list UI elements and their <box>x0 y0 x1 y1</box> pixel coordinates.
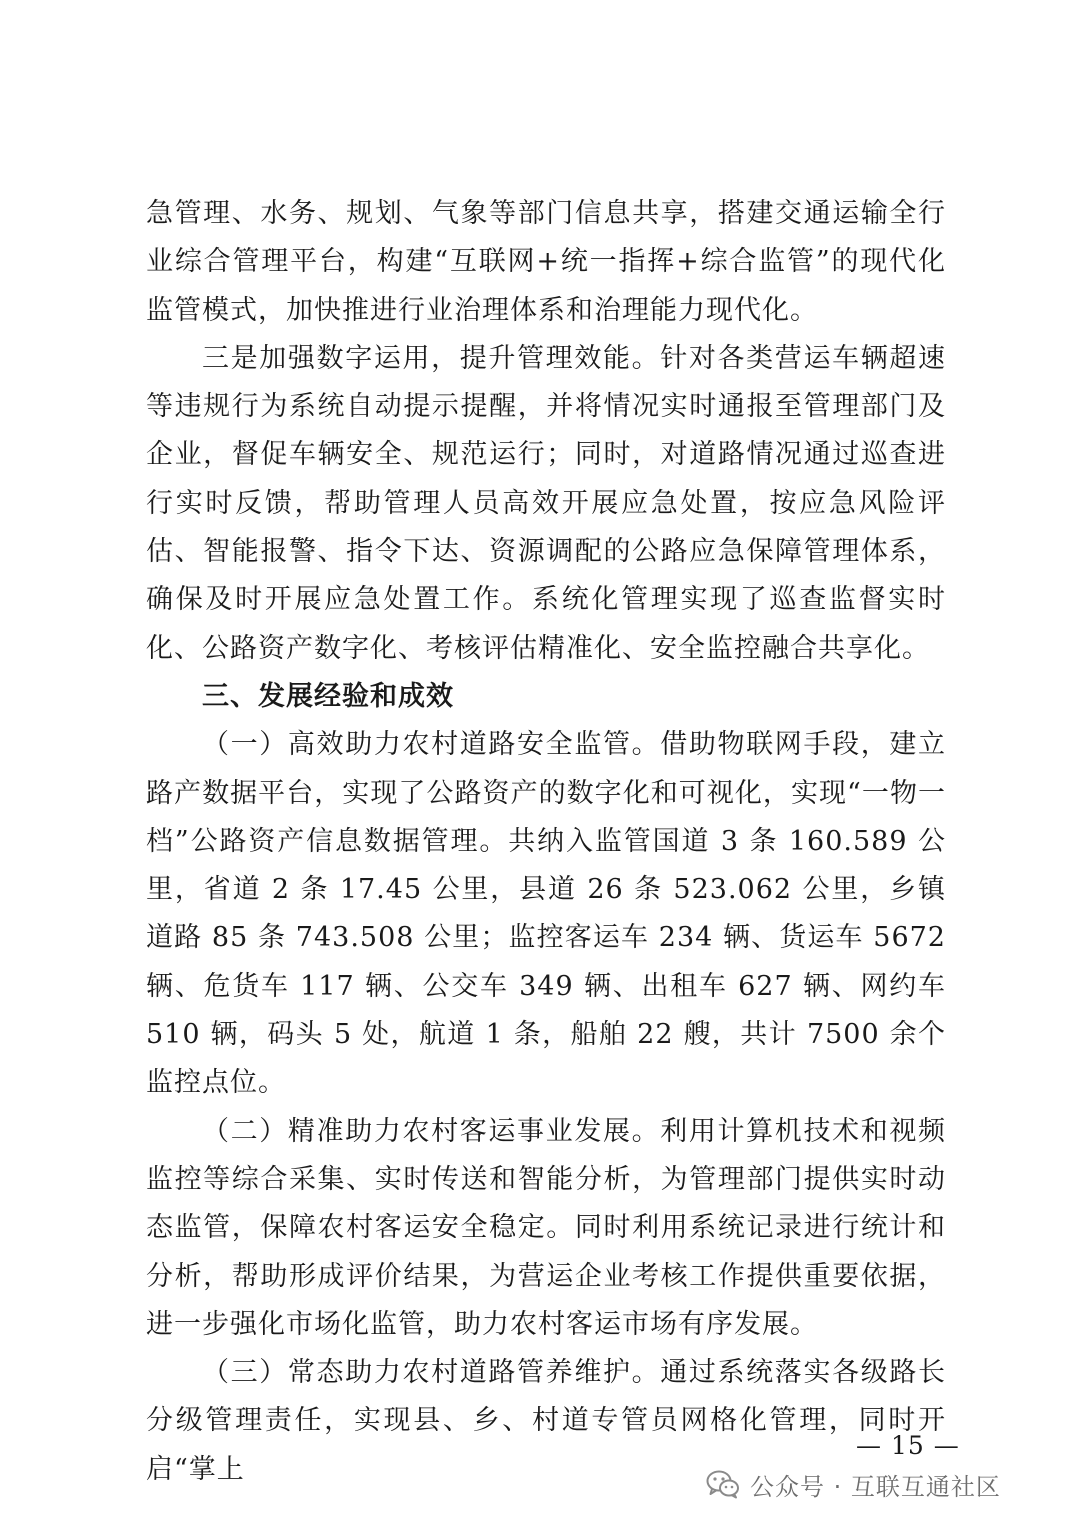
paragraph-passenger-transport: （二）精准助力农村客运事业发展。利用计算机技术和视频监控等综合采集、实时传送和智能分析，为管理部门提供实时动态监管，保障农村客运安全稳定。同时利用系统记录进行统计和分析，帮助形成评价结果，为营运企业考核工作提供重要依据，进一步强化市场化监管，助力农村客运市场有序发展。 <box>146 1115 946 1340</box>
paragraph-digital-usage: 三是加强数字运用，提升管理效能。针对各类营运车辆超速等违规行为系统自动提示提醒，并将情况实时通报至管理部门及企业，督促车辆安全、规范运行；同时，对道路情况通过巡查进行实时反馈，帮助管理人员高效开展应急处置，按应急风险评估、智能报警、指令下达、资源调配的公路应急保障管理体系，确保及时开展应急处置工作。系统化管理实现了巡查监督实时化、公路资产数字化、考核评估精准化、安全监控融合共享化。 <box>146 342 946 664</box>
wechat-icon <box>706 1469 740 1499</box>
section-heading: 三、发展经验和成效 <box>202 680 454 712</box>
paragraph-road-maintenance: （三）常态助力农村道路管养维护。通过系统落实各级路长分级管理责任，实现县、乡、村道专管员网格化管理，同时开启“掌上 <box>146 1357 946 1485</box>
watermark <box>706 1464 1001 1504</box>
paragraph-road-safety: （一）高效助力农村道路安全监管。借助物联网手段，建立路产数据平台，实现了公路资产的数字化和可视化，实现“一物一档”公路资产信息数据管理。共纳入监管国道 3 条 160.589 公里，省道 2 条 17.45 公里，县道 26 条 523.062 公里，乡镇道路 85 条 743.508 公里；监控客运车 234 辆、货运车 5672 辆、危货车 117 辆、公交车 349 辆、出租车 627 辆、网约车 510 辆，码头 5 处，航道 1 条，船舶 22 艘，共计 7500 余个监控点位。 <box>146 729 946 1099</box>
body-text <box>146 190 946 1494</box>
paragraph-continuation: 急管理、水务、规划、气象等部门信息共享，搭建交通运输全行业综合管理平台，构建“互联网+统一指挥+综合监管”的现代化监管模式，加快推进行业治理体系和治理能力现代化。 <box>146 198 946 326</box>
watermark-text: 公众号 · 互联互通社区 <box>750 1472 1001 1501</box>
page-number: — 15 — <box>856 1431 960 1460</box>
